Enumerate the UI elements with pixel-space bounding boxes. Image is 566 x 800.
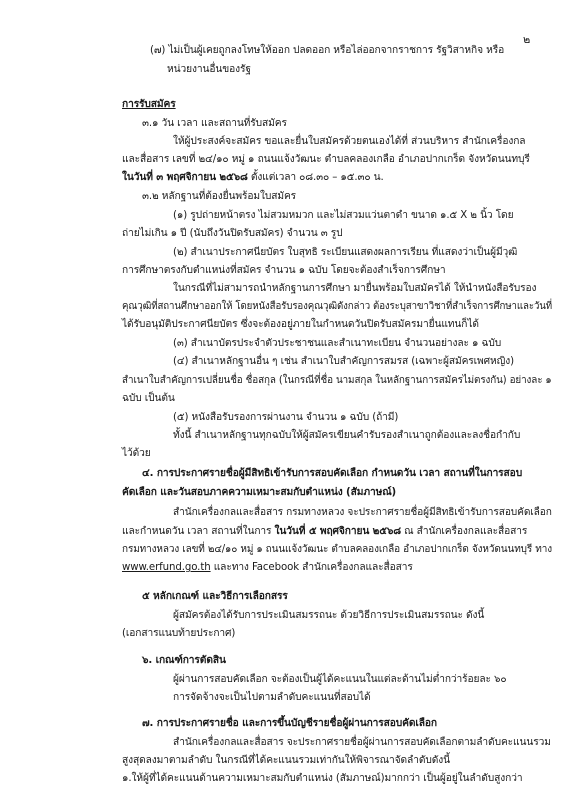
paragraph-line: ผู้ผ่านการสอบคัดเลือก จะต้องเป็นผู้ได้คะแนนในแต่ละด้านไม่ต่ำกว่าร้อยละ ๖๐ — [173, 674, 507, 685]
section-5-heading: ๕ หลักเกณฑ์ และวิธีการเลือกสรร — [142, 591, 288, 602]
subsection-3-1-heading: ๓.๑ วัน เวลา และสถานที่รับสมัคร — [142, 118, 287, 129]
paragraph-line: การจัดจ้างจะเป็นไปตามลำดับคะแนนที่สอบได้ — [173, 692, 371, 703]
announcement-date: ในวันที่ ๕ พฤศจิกายน ๒๕๖๘ — [274, 526, 402, 537]
paragraph-line: ฉบับ เป็นต้น — [122, 393, 175, 404]
application-time: ตั้งแต่เวลา ๐๘.๓๐ – ๑๕.๓๐ น. — [247, 172, 384, 183]
paragraph-line: การศึกษาตรงกับตำแหน่งที่สมัคร จำนวน ๑ ฉบับ โดยจะต้องสำเร็จการศึกษา — [122, 265, 446, 276]
document-item-3: (๓) สำเนาบัตรประจำตัวประชาชนและสำเนาทะเบียน จำนวนอย่างละ ๑ ฉบับ — [173, 338, 502, 349]
paragraph-line: ถ่ายไม่เกิน ๑ ปี (นับถึงวันปิดรับสมัคร) จำนวน ๓ รูป — [122, 228, 343, 239]
paragraph-line: ให้ผู้ประสงค์จะสมัคร ขอและยื่นใบสมัครด้วยตนเองได้ที่ ส่วนบริหาร สำนักเครื่องกล — [173, 136, 526, 147]
paragraph-line: ๑.ให้ผู้ที่ได้คะแนนด้านความเหมาะสมกับตำแหน่ง (สัมภาษณ์)มากกว่า เป็นผู้อยู่ในลำดับสูงกว่า — [122, 773, 523, 784]
qualification-7-line1: (๗) ไม่เป็นผู้เคยถูกลงโทษให้ออก ปลดออก หรือไล่ออกจากราชการ รัฐวิสาหกิจ หรือ — [150, 45, 505, 56]
paragraph-line: สำนักเครื่องกลและสื่อสาร จะประกาศรายชื่อผู้ผ่านการสอบคัดเลือกตามลำดับคะแนนรวม — [173, 737, 551, 748]
paragraph-line: สำนักเครื่องกลและสื่อสาร กรมทางหลวง จะประกาศรายชื่อผู้มีสิทธิเข้ารับการสอบคัดเลือก — [173, 507, 552, 518]
subsection-3-2-heading: ๓.๒ หลักฐานที่ต้องยื่นพร้อมใบสมัคร — [142, 191, 297, 202]
application-date-line — [122, 171, 384, 184]
document-item-1: (๑) รูปถ่ายหน้าตรง ไม่สวมหมวก และไม่สวมแว่นตาดำ ขนาด ๑.๕ X ๒ นิ้ว โดย — [173, 210, 514, 221]
paragraph-line: และสื่อสาร เลขที่ ๒๔/๑๐ หมู่ ๑ ถนนแจ้งวัฒนะ ตำบลคลองเกลือ อำเภอปากเกร็ด จังหวัดนนทบุรี — [122, 154, 530, 165]
document-item-2: (๒) สำเนาประกาศนียบัตร ใบสุทธิ ระเบียนแสดงผลการเรียน ที่แสดงว่าเป็นผู้มีวุฒิ — [173, 247, 518, 258]
paragraph-line: ได้รับอนุมัติประกาศนียบัตร ซึ่งจะต้องอยู่ภายในกำหนดวันปิดรับสมัครมายื่นแทนก็ได้ — [122, 319, 479, 330]
paragraph-line: ผู้สมัครต้องได้รับการประเมินสมรรถนะ ด้วยวิธีการประเมินสมรรถนะ ดังนี้ — [173, 610, 485, 621]
section-heading-application: การรับสมัคร — [122, 99, 176, 110]
website-line — [122, 561, 413, 574]
announcement-date-line — [122, 525, 527, 538]
page-number: ๒ — [523, 33, 531, 46]
paragraph-line: ทั้งนี้ สำเนาหลักฐานทุกฉบับให้ผู้สมัครเขียนคำรับรองสำเนาถูกต้องและลงชื่อกำกับ — [173, 430, 521, 441]
document-item-5: (๕) หนังสือรับรองการผ่านงาน จำนวน ๑ ฉบับ (ถ้ามี) — [173, 412, 399, 423]
paragraph-fragment: และกำหนดวัน เวลา สถานที่ในการ — [122, 526, 275, 537]
paragraph-line: คุณวุฒิที่สถานศึกษาออกให้ โดยหนังสือรับรองคุณวุฒิดังกล่าว ต้องระบุสาขาวิชาที่สำเร็จการศึกษาและวันที่ — [122, 301, 553, 312]
website-link[interactable]: www.erfund.go.th — [122, 562, 211, 573]
paragraph-line: ไว้ด้วย — [122, 448, 151, 459]
paragraph-line: ในกรณีที่ไม่สามารถนำหลักฐานการศึกษา มายื่นพร้อมใบสมัครได้ ให้นำหนังสือรับรอง — [173, 283, 537, 294]
application-date: ในวันที่ ๓ พฤศจิกายน ๒๕๖๘ — [122, 172, 248, 183]
section-4-heading-line2: คัดเลือก และวันสอบภาคความเหมาะสมกับตำแหน่ง (สัมภาษณ์) — [122, 487, 397, 498]
paragraph-fragment: และทาง Facebook สำนักเครื่องกลและสื่อสาร — [210, 562, 413, 573]
qualification-7-line2: หน่วยงานอื่นของรัฐ — [167, 64, 251, 75]
section-6-heading: ๖. เกณฑ์การตัดสิน — [142, 655, 226, 666]
section-7-heading: ๗. การประกาศรายชื่อ และการขึ้นบัญชีรายชื่อผู้ผ่านการสอบคัดเลือก — [142, 718, 437, 729]
paragraph-fragment: ณ สำนักเครื่องกลและสื่อสาร — [401, 526, 528, 537]
section-4-heading-line1: ๔. การประกาศรายชื่อผู้มีสิทธิเข้ารับการสอบคัดเลือก กำหนดวัน เวลา สถานที่ในการสอบ — [142, 468, 523, 479]
paragraph-line: สูงสุดลงมาตามลำดับ ในกรณีที่ได้คะแนนรวมเท่ากันให้พิจารณาจัดลำดับดังนี้ — [122, 755, 450, 766]
paragraph-line: สำเนาใบสำคัญการเปลี่ยนชื่อ ชื่อสกุล (ในกรณีที่ชื่อ นามสกุล ในหลักฐานการสมัครไม่ตรงกัน) อย่างละ ๑ — [122, 375, 552, 386]
paragraph-line: (เอกสารแนบท้ายประกาศ) — [122, 628, 236, 639]
document-item-4: (๔) สำเนาหลักฐานอื่น ๆ เช่น สำเนาใบสำคัญการสมรส (เฉพาะผู้สมัครเพศหญิง) — [173, 356, 514, 367]
paragraph-line: กรมทางหลวง เลขที่ ๒๔/๑๐ หมู่ ๑ ถนนแจ้งวัฒนะ ตำบลคลองเกลือ อำเภอปากเกร็ด จังหวัดนนทบุรี ทาง — [122, 544, 552, 555]
